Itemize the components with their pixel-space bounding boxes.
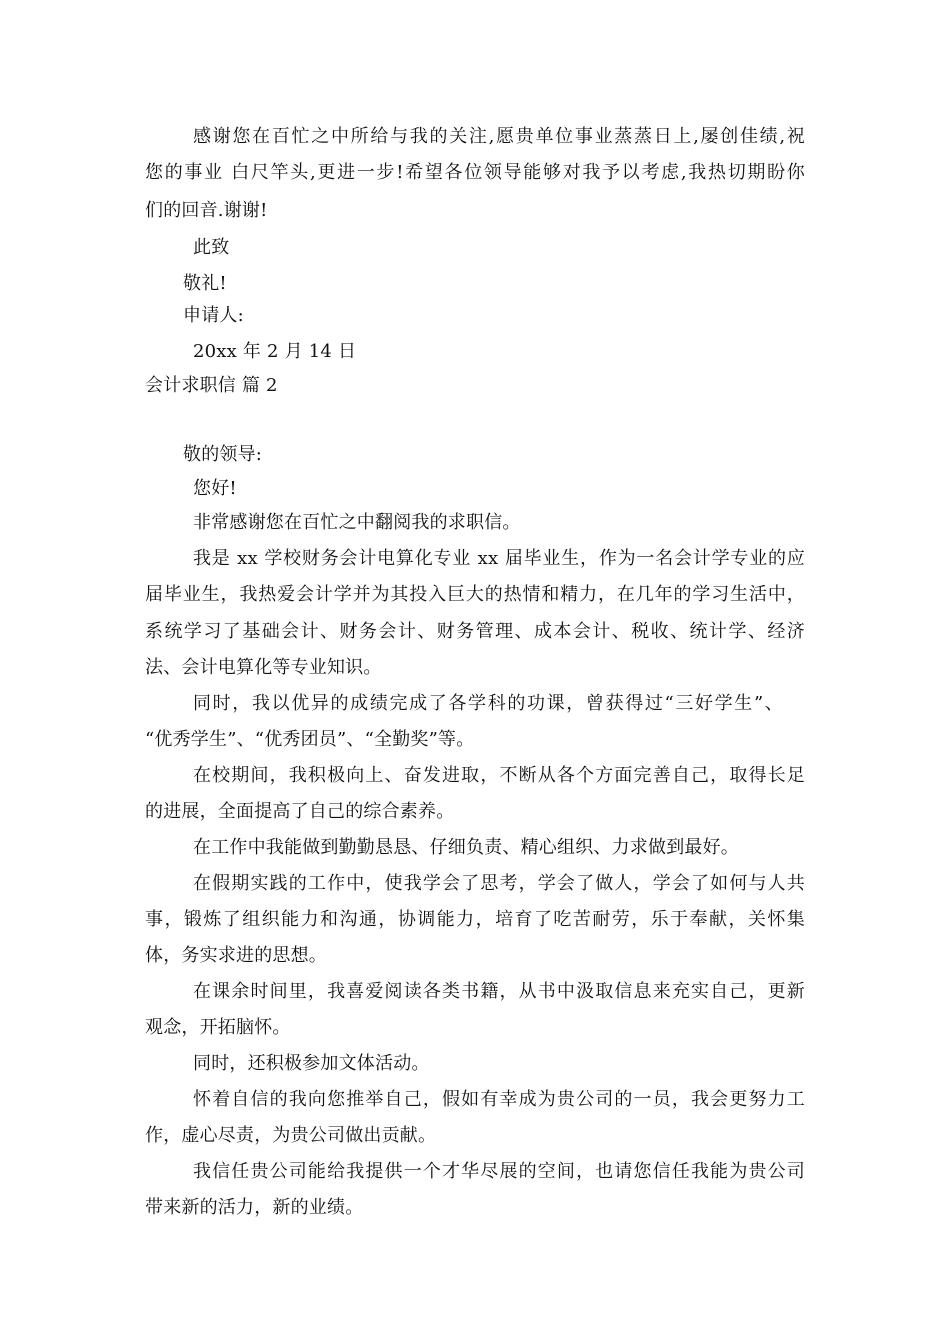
body-line-11: 在假期实践的工作中，使我学会了思考，学会了做人，学会了如何与人共	[193, 873, 805, 894]
body-line-12: 事，锻炼了组织能力和沟通，协调能力，培育了吃苦耐劳，乐于奉献，关怀集	[145, 909, 805, 930]
closing-jingli: 敬礼!	[183, 273, 227, 294]
body-line-18: 作，虚心尽责，为贵公司做出贡献。	[145, 1125, 437, 1146]
body-line-8: 在校期间，我积极向上、奋发进取，不断从各个方面完善自己，取得长足	[193, 765, 805, 786]
body-line-4: 系统学习了基础会计、财务会计、财务管理、成本会计、税收、统计学、经济	[145, 621, 805, 642]
intro-line-1: 感谢您在百忙之中所给与我的关注,愿贵单位事业蒸蒸日上,屡创佳绩,祝	[193, 126, 805, 147]
body-line-10: 在工作中我能做到勤勤恳恳、仔细负责、精心组织、力求做到最好。	[193, 837, 739, 858]
body-line-19: 我信任贵公司能给我提供一个才华尽展的空间，也请您信任我能为贵公司	[193, 1161, 805, 1182]
body-line-3: 届毕业生，我热爱会计学并为其投入巨大的热情和精力，在几年的学习生活中，	[145, 584, 805, 605]
body-line-1: 非常感谢您在百忙之中翻阅我的求职信。	[193, 512, 521, 533]
section-title: 会计求职信 篇 2	[145, 375, 278, 396]
body-line-14: 在课余时间里，我喜爱阅读各类书籍，从书中汲取信息来充实自己，更新	[193, 981, 805, 1002]
closing-cizhi: 此致	[193, 237, 230, 258]
closing-date: 20xx 年 2 月 14 日	[193, 341, 357, 362]
intro-line-2: 您的事业 白尺竿头,更进一步!希望各位领导能够对我予以考虑,我热切期盼你	[145, 162, 805, 183]
closing-applicant: 申请人:	[183, 305, 244, 326]
body-line-16: 同时，还积极参加文体活动。	[193, 1053, 430, 1074]
body-line-13: 体，务实求进的思想。	[145, 945, 327, 966]
body-line-17: 怀着自信的我向您推举自己，假如有幸成为贵公司的一员，我会更努力工	[193, 1089, 805, 1110]
body-line-15: 观念，开拓脑怀。	[145, 1017, 291, 1038]
greeting: 您好!	[193, 478, 237, 499]
body-line-6: 同时，我以优异的成绩完成了各学科的功课，曾获得过“三好学生”、	[193, 693, 783, 714]
salutation: 敬的领导:	[183, 444, 263, 465]
body-line-5: 法、会计电算化等专业知识。	[145, 657, 382, 678]
body-line-2: 我是 xx 学校财务会计电算化专业 xx 届毕业生，作为一名会计学专业的应	[193, 548, 805, 569]
intro-line-3: 们的回音.谢谢!	[145, 200, 268, 221]
body-line-7: “优秀学生”、“优秀团员”、“全勤奖”等。	[145, 729, 475, 750]
body-line-20: 带来新的活力，新的业绩。	[145, 1197, 364, 1218]
body-line-9: 的进展，全面提高了自己的综合素养。	[145, 801, 455, 822]
